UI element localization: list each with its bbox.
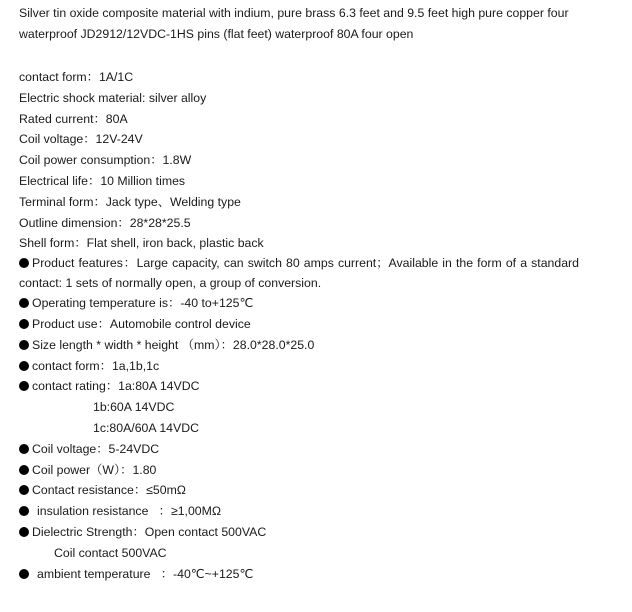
feature-operating-temperature-text: Operating temperature is：-40 to+125℃	[32, 296, 254, 311]
feature-contact-form	[19, 356, 579, 377]
spec-contact-form: contact form：1A/1C	[19, 70, 134, 84]
bullet-icon	[19, 485, 29, 495]
spec-coil-power: Coil power consumption：1.8W	[19, 153, 192, 168]
feature-product-use-text: Product use：Automobile control device	[32, 316, 251, 331]
feature-contact-rating-1b: 1b:60A 14VDC	[93, 400, 175, 415]
feature-product-features	[19, 254, 579, 293]
spec-coil-voltage: Coil voltage：12V-24V	[19, 132, 143, 147]
feature-ambient-temperature-text: ambient temperature ：-40℃~+125℃	[37, 566, 254, 581]
feature-coil-voltage	[19, 439, 579, 460]
spec-terminal-form: Terminal form：Jack type、Welding type	[19, 194, 241, 209]
feature-size	[19, 335, 579, 356]
feature-dielectric-strength	[19, 522, 579, 543]
bullet-icon	[19, 444, 29, 454]
bullet-icon	[19, 340, 29, 350]
feature-contact-rating-text: contact rating：1a:80A 14VDC	[32, 379, 200, 394]
spec-shell-form: Shell form：Flat shell, iron back, plastic back	[19, 236, 264, 251]
bullet-icon	[19, 298, 29, 308]
feature-coil-voltage-text: Coil voltage：5-24VDC	[32, 441, 160, 456]
feature-contact-form-text: contact form：1a,1b,1c	[32, 358, 160, 373]
bullet-icon	[19, 527, 29, 537]
product-title: Silver tin oxide composite material with indium, pure brass 6.3 feet and 9.5 feet high pure copper four waterproof JD2912/12VDC-1HS pins (flat feet) waterproof 80A four open	[19, 6, 569, 41]
feature-dielectric-strength-text: Dielectric Strength：Open contact 500VAC	[32, 524, 267, 539]
feature-coil-power-text: Coil power（W）：1.80	[32, 462, 157, 477]
feature-coil-power	[19, 460, 579, 481]
bullet-icon	[19, 258, 29, 268]
spec-shock-material: Electric shock material: silver alloy	[19, 90, 207, 105]
spec-list	[19, 67, 579, 584]
feature-size-text: Size length * width * height （mm）：28.0*28.0*25.0	[32, 337, 315, 352]
feature-contact-resistance-text: Contact resistance：≤50mΩ	[32, 483, 186, 498]
feature-contact-rating	[19, 376, 579, 397]
spec-rated-current: Rated current：80A	[19, 111, 128, 126]
feature-product-use	[19, 314, 579, 335]
feature-contact-rating-1c: 1c:80A/60A 14VDC	[93, 420, 199, 435]
spec-outline-dimension: Outline dimension：28*28*25.5	[19, 215, 191, 230]
bullet-icon	[19, 506, 29, 516]
bullet-icon	[19, 361, 29, 371]
feature-dielectric-coil: Coil contact 500VAC	[54, 545, 167, 560]
bullet-icon	[19, 319, 29, 329]
spec-electrical-life: Electrical life：10 Million times	[19, 173, 186, 188]
feature-operating-temperature	[19, 293, 579, 314]
feature-ambient-temperature	[19, 564, 579, 585]
bullet-icon	[19, 381, 29, 391]
feature-product-features-text: Product features：Large capacity, can switch 80 amps current；Available in the form of a standard contact: 1 sets of normally open, a group of conversion.	[19, 256, 579, 290]
bullet-icon	[19, 569, 29, 579]
feature-insulation-resistance-text: insulation resistance ：≥1,00MΩ	[37, 504, 222, 519]
feature-insulation-resistance	[19, 501, 579, 522]
product-description	[19, 0, 579, 584]
feature-contact-resistance	[19, 480, 579, 501]
bullet-icon	[19, 465, 29, 475]
